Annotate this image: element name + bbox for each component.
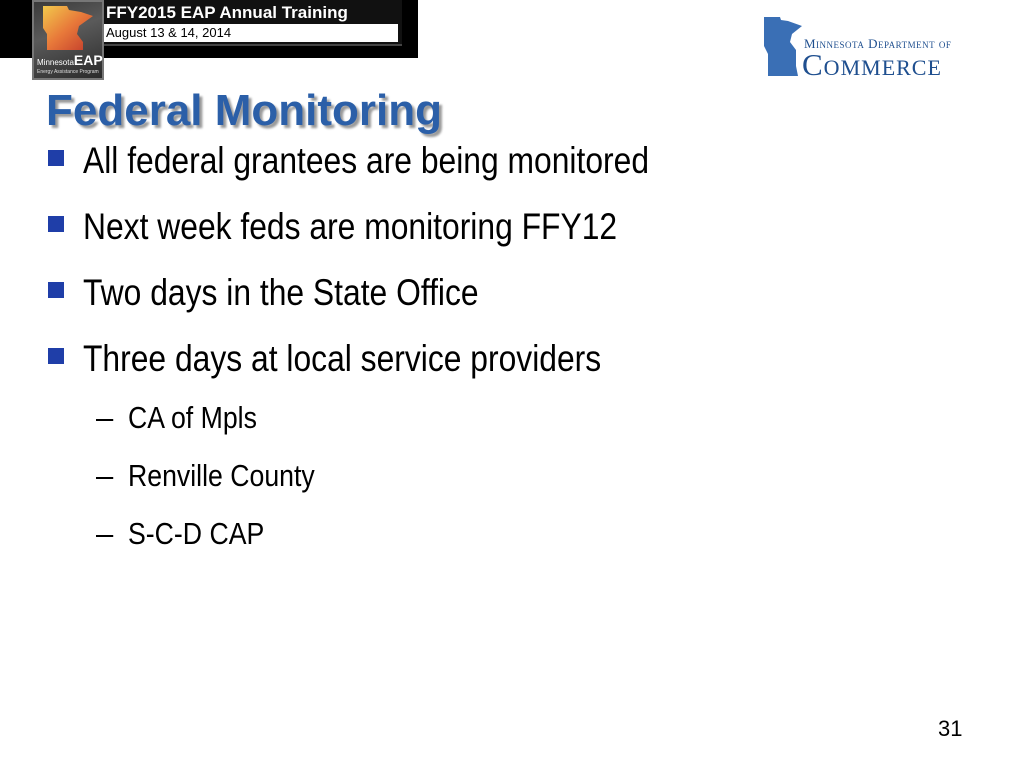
minnesota-state-icon xyxy=(762,16,806,80)
dash-bullet-icon: – xyxy=(96,516,114,551)
slide-title: Federal Monitoring xyxy=(46,86,442,135)
event-title: FFY2015 EAP Annual Training xyxy=(106,3,348,22)
eap-logo-text: MinnesotaEAP xyxy=(37,52,103,68)
commerce-logo-line1: Minnesota Department of xyxy=(804,36,952,51)
sub-bullet-text: Renville County xyxy=(128,458,315,493)
list-item xyxy=(48,204,984,270)
list-item xyxy=(48,270,984,336)
square-bullet-icon xyxy=(48,150,64,166)
square-bullet-icon xyxy=(48,348,64,364)
bullet-text: Two days in the State Office xyxy=(83,272,479,313)
bullet-text: All federal grantees are being monitored xyxy=(83,140,650,181)
commerce-logo-line2: Commerce xyxy=(802,47,942,82)
minnesota-map-icon xyxy=(37,4,99,52)
square-bullet-icon xyxy=(48,282,64,298)
list-item xyxy=(48,336,984,402)
sub-bullet-text: S-C-D CAP xyxy=(128,516,265,551)
dash-bullet-icon: – xyxy=(96,458,114,493)
list-item xyxy=(48,138,984,204)
sub-bullet-text: CA of Mpls xyxy=(128,400,257,435)
event-date: August 13 & 14, 2014 xyxy=(102,24,398,42)
square-bullet-icon xyxy=(48,216,64,232)
commerce-logo xyxy=(762,16,992,80)
bullet-list xyxy=(48,138,984,402)
bullet-text: Next week feds are monitoring FFY12 xyxy=(83,206,618,247)
bullet-text: Three days at local service providers xyxy=(83,338,602,379)
page-number: 31 xyxy=(938,716,963,741)
dash-bullet-icon: – xyxy=(96,400,114,435)
eap-logo-subtitle: Energy Assistance Program xyxy=(37,69,99,75)
eap-logo xyxy=(32,0,104,80)
